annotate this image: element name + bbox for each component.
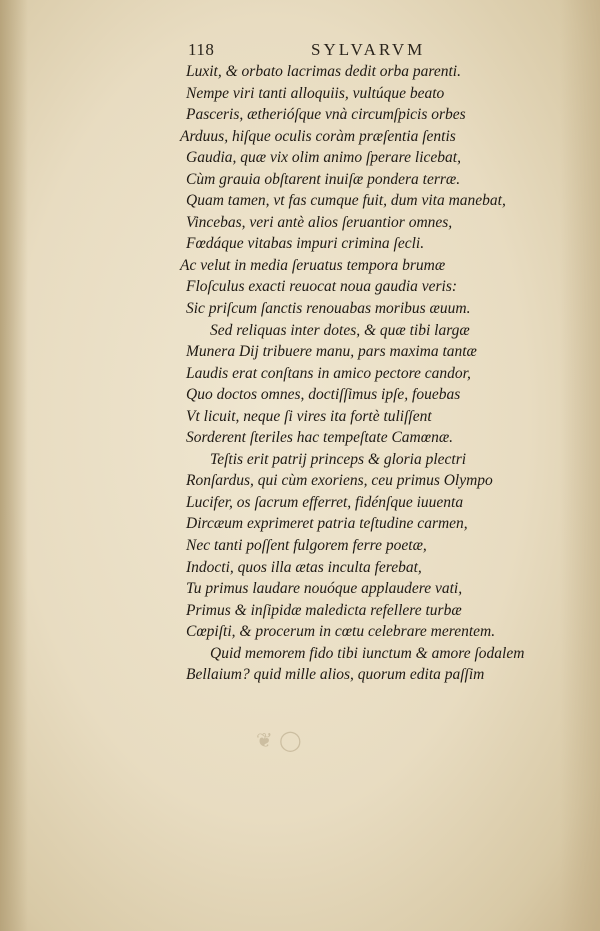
verse-line: Gaudia, quæ vix olim animo ſperare licebat, [186, 149, 461, 167]
verse-line: Nempe viri tanti alloquiis, vultúque beato [186, 84, 445, 102]
verse-line: Ac velut in media ſeruatus tempora brumæ [180, 256, 446, 274]
verse-line: Cùm grauia obſtarent inuiſæ pondera terræ. [186, 170, 461, 188]
folio-number: 118 [188, 40, 215, 59]
page-edge-shadow [560, 0, 600, 931]
verse-line: Bellaium? quid mille alios, quorum edita paſſim [186, 666, 485, 684]
verse-line: Sic priſcum ſanctis renouabas moribus æuum. [186, 300, 471, 318]
verse-line: Tu primus laudare nouóque applaudere vati, [186, 580, 463, 598]
verse-line: Indocti, quos illa ætas inculta ferebat, [186, 558, 422, 576]
verse-line: Lucifer, os ſacrum efferret, fidénſque iuuenta [186, 493, 464, 511]
verse-line: Munera Dij tribuere manu, pars maxima tantæ [186, 343, 477, 361]
verse-line: Dircæum exprimeret patria teſtudine carmen, [186, 515, 468, 533]
verse-line: Luxit, & orbato lacrimas dedit orba parenti. [186, 63, 461, 80]
verse-line: Arduus, hiſque oculis coràm præſentia ſentis [180, 127, 456, 145]
verse-line: Sed reliquas inter dotes, & quæ tibi largæ [210, 321, 470, 339]
verse-line: Teſtis erit patrij princeps & gloria plectri [210, 450, 467, 468]
verse-line: Quam tamen, vt fas cumque fuit, dum vita manebat, [186, 192, 506, 210]
verse-text-block [180, 61, 566, 686]
verse-line: Quo doctos omnes, doctiſſimus ipſe, fouebas [186, 386, 461, 404]
verse-line: Laudis erat conſtans in amico pectore candor, [186, 364, 471, 382]
verse-line: Floſculus exacti reuocat noua gaudia veris: [186, 278, 458, 296]
verse-line: Pasceris, ætherióſque vnà circumſpicis orbes [186, 106, 466, 124]
verse-line: Cœpiſti, & procerum in cœtu celebrare merentem. [186, 623, 496, 641]
running-head: SYLVARVM [311, 40, 426, 59]
verse-line: Nec tanti poſſent fulgorem ferre poetæ, [186, 537, 427, 555]
page-gutter-shadow [0, 0, 28, 931]
page-header [188, 40, 438, 62]
verse-line: Quid memorem fido tibi iunctum & amore ſodalem [210, 644, 525, 662]
verse-line: Ronſardus, qui cùm exoriens, ceu primus Olympo [186, 472, 493, 490]
verse-line: Vt licuit, neque ſi vires ita fortè tuliſſent [186, 407, 432, 425]
verse-line: Primus & inſipidæ maledicta refellere turbæ [186, 601, 462, 619]
verse-line: Fœdáque vitabas impuri crimina ſecli. [186, 235, 425, 253]
verse-line: Vincebas, veri antè alios ſeruantior omnes, [186, 213, 453, 231]
bleed-through-ornament: ❦ ◯ [256, 728, 302, 752]
verse-line: Sorderent ſteriles hac tempeſtate Camœnæ. [186, 429, 454, 447]
